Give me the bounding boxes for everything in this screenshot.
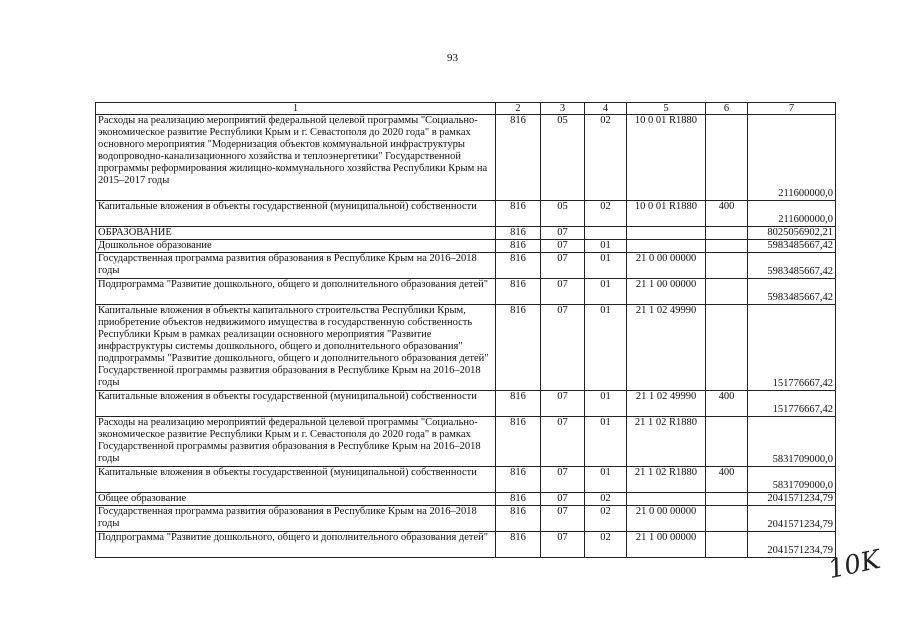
signature-mark: 10K [825, 544, 884, 586]
code-section: 07 [541, 227, 585, 240]
amount: 211600000,0 [748, 201, 836, 227]
code-subsection: 01 [585, 391, 627, 417]
row-name: Дошкольное образование [96, 240, 496, 253]
code-subsection: 01 [585, 279, 627, 305]
table-row [96, 506, 836, 532]
amount: 151776667,42 [748, 391, 836, 417]
code-subsection: 01 [585, 240, 627, 253]
table-row [96, 253, 836, 279]
table-row [96, 391, 836, 417]
code-admin: 816 [496, 201, 541, 227]
code-section: 07 [541, 506, 585, 532]
code-target: 21 0 00 00000 [627, 253, 706, 279]
code-expense-type [706, 305, 748, 391]
amount: 211600000,0 [748, 115, 836, 201]
table-header-row [96, 103, 836, 115]
code-section: 07 [541, 305, 585, 391]
amount: 5983485667,42 [748, 240, 836, 253]
header-cell: 1 [96, 103, 496, 115]
row-name: Подпрограмма "Развитие дошкольного, общего и дополнительного образования детей" [96, 532, 496, 558]
code-expense-type [706, 532, 748, 558]
table-row [96, 115, 836, 201]
code-expense-type [706, 493, 748, 506]
row-name: Капитальные вложения в объекты государственной (муниципальной) собственности [96, 201, 496, 227]
code-admin: 816 [496, 417, 541, 467]
budget-table [95, 102, 836, 558]
amount: 8025056902,21 [748, 227, 836, 240]
code-target: 10 0 01 R1880 [627, 115, 706, 201]
code-expense-type: 400 [706, 467, 748, 493]
row-name: Капитальные вложения в объекты государственной (муниципальной) собственности [96, 467, 496, 493]
row-name: Капитальные вложения в объекты государственной (муниципальной) собственности [96, 391, 496, 417]
amount: 5983485667,42 [748, 279, 836, 305]
code-section: 07 [541, 532, 585, 558]
code-expense-type [706, 417, 748, 467]
header-cell: 7 [748, 103, 836, 115]
code-section: 05 [541, 201, 585, 227]
code-expense-type [706, 115, 748, 201]
amount: 5831709000,0 [748, 467, 836, 493]
header-cell: 3 [541, 103, 585, 115]
code-expense-type [706, 227, 748, 240]
code-target [627, 240, 706, 253]
table-row [96, 532, 836, 558]
code-target: 21 0 00 00000 [627, 506, 706, 532]
code-section: 07 [541, 417, 585, 467]
row-name: Подпрограмма "Развитие дошкольного, общего и дополнительного образования детей" [96, 279, 496, 305]
amount: 5983485667,42 [748, 253, 836, 279]
row-name: Капитальные вложения в объекты капитального строительства Республики Крым, приобретение объектов недвижимого имущества в государственную собственность Республики Крым в рамках реализации основного мероприятия "Развитие инфраструктуры системы дошкольного, общего и дополнительного образования" подпрограммы "Развитие дошкольного, общего и дополнительного образования детей" Государственной программы развития образования в Республике Крым на 2016–2018 годы [96, 305, 496, 391]
table-row [96, 201, 836, 227]
code-expense-type: 400 [706, 391, 748, 417]
code-admin: 816 [496, 279, 541, 305]
table-row [96, 279, 836, 305]
header-cell: 6 [706, 103, 748, 115]
header-cell: 5 [627, 103, 706, 115]
code-section: 07 [541, 467, 585, 493]
amount: 2041571234,79 [748, 493, 836, 506]
code-subsection: 01 [585, 253, 627, 279]
code-admin: 816 [496, 493, 541, 506]
code-admin: 816 [496, 253, 541, 279]
header-cell: 2 [496, 103, 541, 115]
row-name: ОБРАЗОВАНИЕ [96, 227, 496, 240]
amount: 2041571234,79 [748, 532, 836, 558]
table-row [96, 240, 836, 253]
code-expense-type [706, 279, 748, 305]
row-name: Расходы на реализацию мероприятий федеральной целевой программы "Социально-экономическое развитие Республики Крым и г. Севастополя до 2020 года" в рамках Государственной программы развития образования в Республике Крым на 2016–2018 годы [96, 417, 496, 467]
code-section: 05 [541, 115, 585, 201]
code-admin: 816 [496, 115, 541, 201]
code-target: 21 1 00 00000 [627, 279, 706, 305]
code-admin: 816 [496, 391, 541, 417]
page-number: 93 [447, 52, 458, 64]
code-subsection: 02 [585, 506, 627, 532]
code-expense-type [706, 240, 748, 253]
table-row [96, 305, 836, 391]
code-admin: 816 [496, 227, 541, 240]
code-target: 21 1 02 R1880 [627, 417, 706, 467]
row-name: Расходы на реализацию мероприятий федеральной целевой программы "Социально-экономическое развитие Республики Крым и г. Севастополя до 2020 года" в рамках основного мероприятия "Модернизация объектов коммунальной инфраструктуры водопроводно-канализационного хозяйства и теплоэнергетики" Государственной программы реформирования жилищно-коммунального хозяйства Республики Крым на 2015–2017 годы [96, 115, 496, 201]
code-subsection: 01 [585, 305, 627, 391]
row-name: Государственная программа развития образования в Республике Крым на 2016–2018 годы [96, 253, 496, 279]
table-row [96, 467, 836, 493]
code-subsection [585, 227, 627, 240]
code-expense-type: 400 [706, 201, 748, 227]
code-target: 21 1 02 49990 [627, 305, 706, 391]
code-subsection: 02 [585, 201, 627, 227]
amount: 2041571234,79 [748, 506, 836, 532]
code-target [627, 493, 706, 506]
code-expense-type [706, 506, 748, 532]
table-row [96, 227, 836, 240]
table-row [96, 417, 836, 467]
code-subsection: 02 [585, 493, 627, 506]
code-admin: 816 [496, 532, 541, 558]
code-target [627, 227, 706, 240]
code-section: 07 [541, 391, 585, 417]
code-target: 10 0 01 R1880 [627, 201, 706, 227]
code-target: 21 1 02 49990 [627, 391, 706, 417]
code-admin: 816 [496, 240, 541, 253]
code-section: 07 [541, 279, 585, 305]
amount: 5831709000,0 [748, 417, 836, 467]
code-subsection: 02 [585, 115, 627, 201]
code-subsection: 01 [585, 417, 627, 467]
header-cell: 4 [585, 103, 627, 115]
code-expense-type [706, 253, 748, 279]
table-row [96, 493, 836, 506]
code-section: 07 [541, 240, 585, 253]
code-admin: 816 [496, 305, 541, 391]
code-subsection: 02 [585, 532, 627, 558]
row-name: Общее образование [96, 493, 496, 506]
code-subsection: 01 [585, 467, 627, 493]
code-target: 21 1 02 R1880 [627, 467, 706, 493]
code-admin: 816 [496, 506, 541, 532]
code-admin: 816 [496, 467, 541, 493]
amount: 151776667,42 [748, 305, 836, 391]
row-name: Государственная программа развития образования в Республике Крым на 2016–2018 годы [96, 506, 496, 532]
code-section: 07 [541, 493, 585, 506]
code-section: 07 [541, 253, 585, 279]
code-target: 21 1 00 00000 [627, 532, 706, 558]
